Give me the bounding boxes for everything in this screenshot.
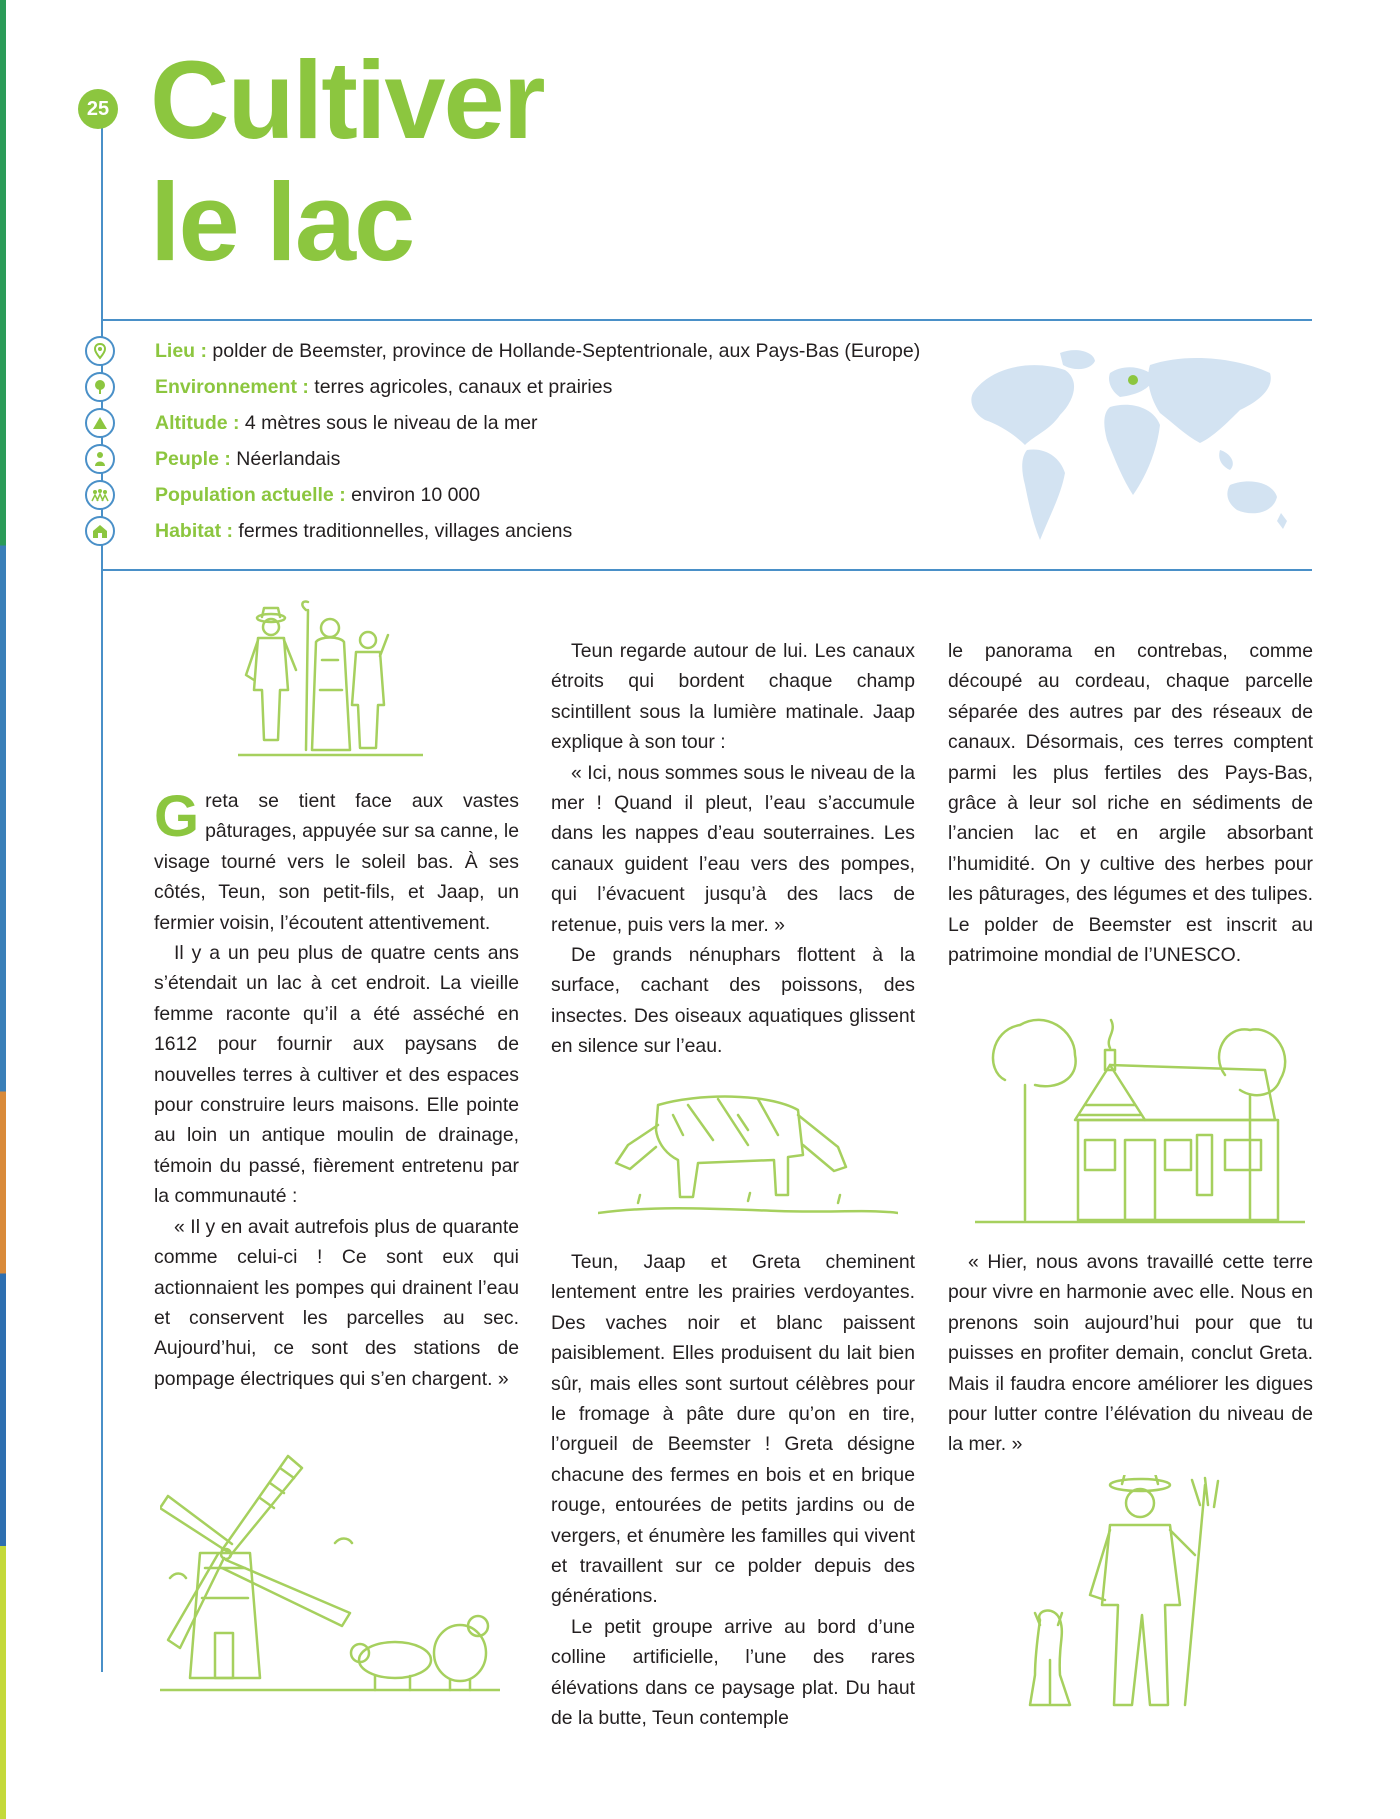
drop-cap: G bbox=[154, 784, 200, 849]
farmers-group-illustration bbox=[238, 600, 423, 762]
house-icon bbox=[85, 516, 115, 546]
page-edge-strip bbox=[0, 0, 6, 1819]
paragraph: Teun, Jaap et Greta cheminent lentement entre les prairies verdoyantes. Des vaches noir et blanc paissent paisiblement. Elles produisent du lait bien sûr, mais elles sont surtout célèbres pour le fromage à pâte dure qu’on en tire, l’orgueil de Beemster ! Greta désigne chacune des fermes en bois et en brique rouge, entourées de petits jardins ou de vergers, et énumère les familles qui vivent et travaillent sur ce polder depuis des générations. bbox=[551, 1251, 915, 1608]
fact-row: Peuple : Néerlandais bbox=[85, 441, 920, 477]
farmhouse-illustration bbox=[975, 1010, 1305, 1232]
top-rule bbox=[101, 319, 1312, 321]
fact-row: Habitat : fermes traditionnelles, villages anciens bbox=[85, 513, 920, 549]
paragraph: Greta se tient face aux vastes pâturages, appuyée sur sa canne, le visage tourné vers le soleil bas. À ses côtés, Teun, son petit-fils, et Jaap, un fermier voisin, l’écoutent attentivement. bbox=[154, 784, 519, 934]
text-column-2-bottom bbox=[551, 1247, 915, 1734]
paragraph: De grands nénuphars flottent à la surface, cachant des poissons, des insectes. Des oiseaux aquatiques glissent en silence sur l’eau. bbox=[551, 944, 915, 1058]
cows-grazing-illustration bbox=[598, 1085, 898, 1230]
paragraph: le panorama en contrebas, comme découpé au cordeau, chaque parcelle séparée des autres par des réseaux de canaux. Désormais, ces terres comptent parmi les plus fertiles des Pays-Bas, grâce à leur sol riche en sédiments de l’ancien lac et en argile absorbant l’humidité. On y cultive des herbes pour les pâturages, des légumes et des tulipes. Le polder de Beemster est inscrit au patrimoine mondial de l’UNESCO. bbox=[948, 640, 1313, 967]
farmer-dog-illustration bbox=[1010, 1475, 1260, 1713]
paragraph: « Ici, nous sommes sous le niveau de la mer ! Quand il pleut, l’eau s’accumule dans les nappes d’eau souterraines. Les canaux guident l’eau vers des pompes, qui l’évacuent jusqu’à des lacs de retenue, puis vers la mer. » bbox=[551, 761, 915, 936]
fact-row: Population actuelle : environ 10 000 bbox=[85, 477, 920, 513]
person-icon bbox=[85, 444, 115, 474]
fact-row: Environnement : terres agricoles, canaux et prairies bbox=[85, 369, 920, 405]
location-pin-icon bbox=[85, 336, 115, 366]
page-title: Cultiver le lac bbox=[150, 39, 544, 284]
paragraph: Le petit groupe arrive au bord d’une colline artificielle, l’une des rares élévations dans ce paysage plat. Du haut de la butte, Teun contemple bbox=[551, 1615, 915, 1730]
page-number: 25 bbox=[78, 89, 118, 129]
crowd-icon bbox=[85, 480, 115, 510]
bottom-rule bbox=[101, 569, 1312, 571]
world-map bbox=[955, 345, 1295, 550]
text-column-1 bbox=[154, 786, 519, 1394]
fact-row: Altitude : 4 mètres sous le niveau de la mer bbox=[85, 405, 920, 441]
paragraph: Teun regarde autour de lui. Les canaux étroits qui bordent chaque champ scintillent sous la lumière matinale. Jaap explique à son tour : bbox=[551, 640, 915, 754]
fact-sheet bbox=[85, 333, 920, 549]
paragraph: « Hier, nous avons travaillé cette terre pour vivre en harmonie avec elle. Nous en prenons soin aujourd’hui pour que tu puisses en profiter demain, conclut Greta. Mais il faudra encore améliorer les digues pour lutter contre l’élévation du niveau de la mer. » bbox=[948, 1251, 1313, 1456]
text-column-3-top bbox=[948, 636, 1313, 970]
windmill-illustration bbox=[160, 1448, 500, 1693]
text-column-2-top bbox=[551, 636, 915, 1062]
paragraph: « Il y en avait autrefois plus de quarante comme celui-ci ! Ce sont eux qui actionnaient les pompes qui drainent l’eau et conservent les parcelles au sec. Aujourd’hui, ce sont des stations de pompage électriques qui s’en chargent. » bbox=[154, 1215, 519, 1390]
fact-row: Lieu : polder de Beemster, province de Hollande-Septentrionale, aux Pays-Bas (Europe) bbox=[85, 333, 920, 369]
mountain-icon bbox=[85, 408, 115, 438]
paragraph: Il y a un peu plus de quatre cents ans s’étendait un lac à cet endroit. La vieille femme raconte qu’il a été asséché en 1612 pour fournir aux paysans de nouvelles terres à cultiver et des espaces pour construire leurs maisons. Elle pointe au loin un antique moulin de drainage, témoin du passé, fièrement entretenu par la communauté : bbox=[154, 942, 519, 1208]
text-column-3-bottom bbox=[948, 1247, 1313, 1460]
tree-icon bbox=[85, 372, 115, 402]
